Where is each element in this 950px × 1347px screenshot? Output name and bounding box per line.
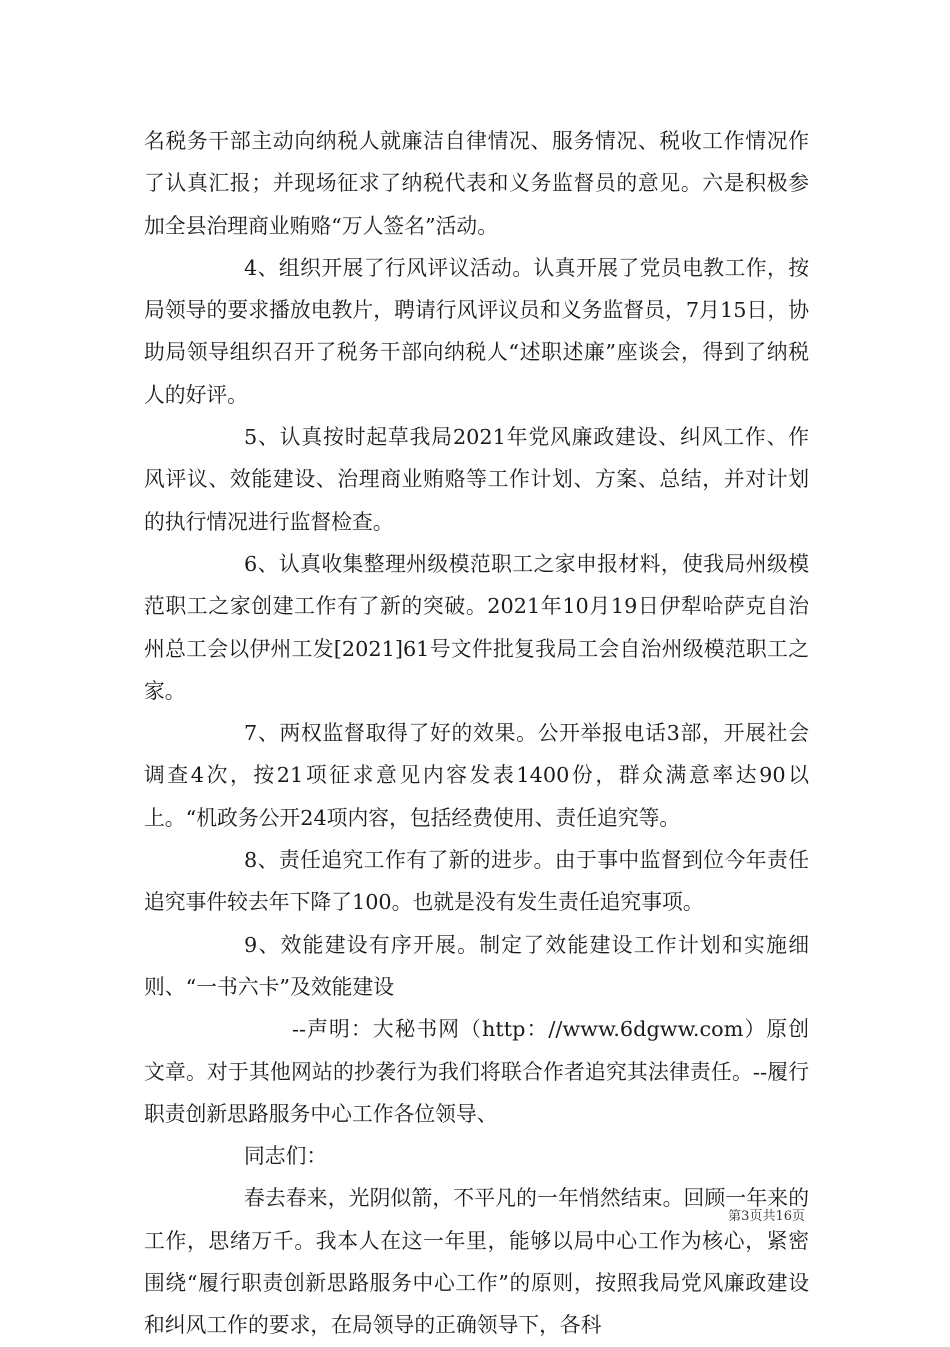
paragraph-3: 5、认真按时起草我局2021年党风廉政建设、纠风工作、作风评议、效能建设、治理商业贿赂等工作计划、方案、总结，并对计划的执行情况进行监督检查。 xyxy=(144,425,809,534)
paragraph-7: 9、效能建设有序开展。制定了效能建设工作计划和实施细则、“一书六卡”及效能建设 xyxy=(144,932,809,999)
paragraph-1: 名税务干部主动向纳税人就廉洁自律情况、服务情况、税收工作情况作了认真汇报；并现场征求了纳税代表和义务监督员的意见。六是积极参加全县治理商业贿赂“万人签名”活动。 xyxy=(144,129,809,238)
paragraph-10: 春去春来，光阴似箭，不平凡的一年悄然结束。回顾一年来的工作，思绪万千。我本人在这一年里，能够以局中心工作为核心，紧密围绕“履行职责创新思路服务中心工作”的原则，按照我局党风廉政建设和纠风工作的要求，在局领导的正确领导下，各科 xyxy=(144,1186,809,1338)
document-body xyxy=(144,120,809,1347)
page-number: 第3页共16页 xyxy=(728,1209,805,1224)
paragraph-6: 8、责任追究工作有了新的进步。由于事中监督到位今年责任追究事件较去年下降了100。也就是没有发生责任追究事项。 xyxy=(144,848,809,915)
paragraph-declaration: --声明：大秘书网（http：//www.6dgww.com）原创文章。对于其他网站的抄袭行为我们将联合作者追究其法律责任。--履行职责创新思路服务中心工作各位领导、 xyxy=(144,1017,809,1126)
paragraph-5: 7、两权监督取得了好的效果。公开举报电话3部，开展社会调查4次，按21项征求意见内容发表1400份，群众满意率达90以上。“机政务公开24项内容，包括经费使用、责任追究等。 xyxy=(144,721,809,830)
paragraph-salutation: 同志们： xyxy=(244,1144,328,1169)
paragraph-4: 6、认真收集整理州级模范职工之家申报材料，使我局州级模范职工之家创建工作有了新的突破。2021年10月19日伊犁哈萨克自治州总工会以伊州工发[2021]61号文件批复我局工会自治州级模范职工之家。 xyxy=(144,551,809,703)
paragraph-2: 4、组织开展了行风评议活动。认真开展了党员电教工作，按局领导的要求播放电教片，聘请行风评议员和义务监督员，7月15日，协助局领导组织召开了税务干部向纳税人“述职述廉”座谈会，得到了纳税人的好评。 xyxy=(144,255,809,407)
